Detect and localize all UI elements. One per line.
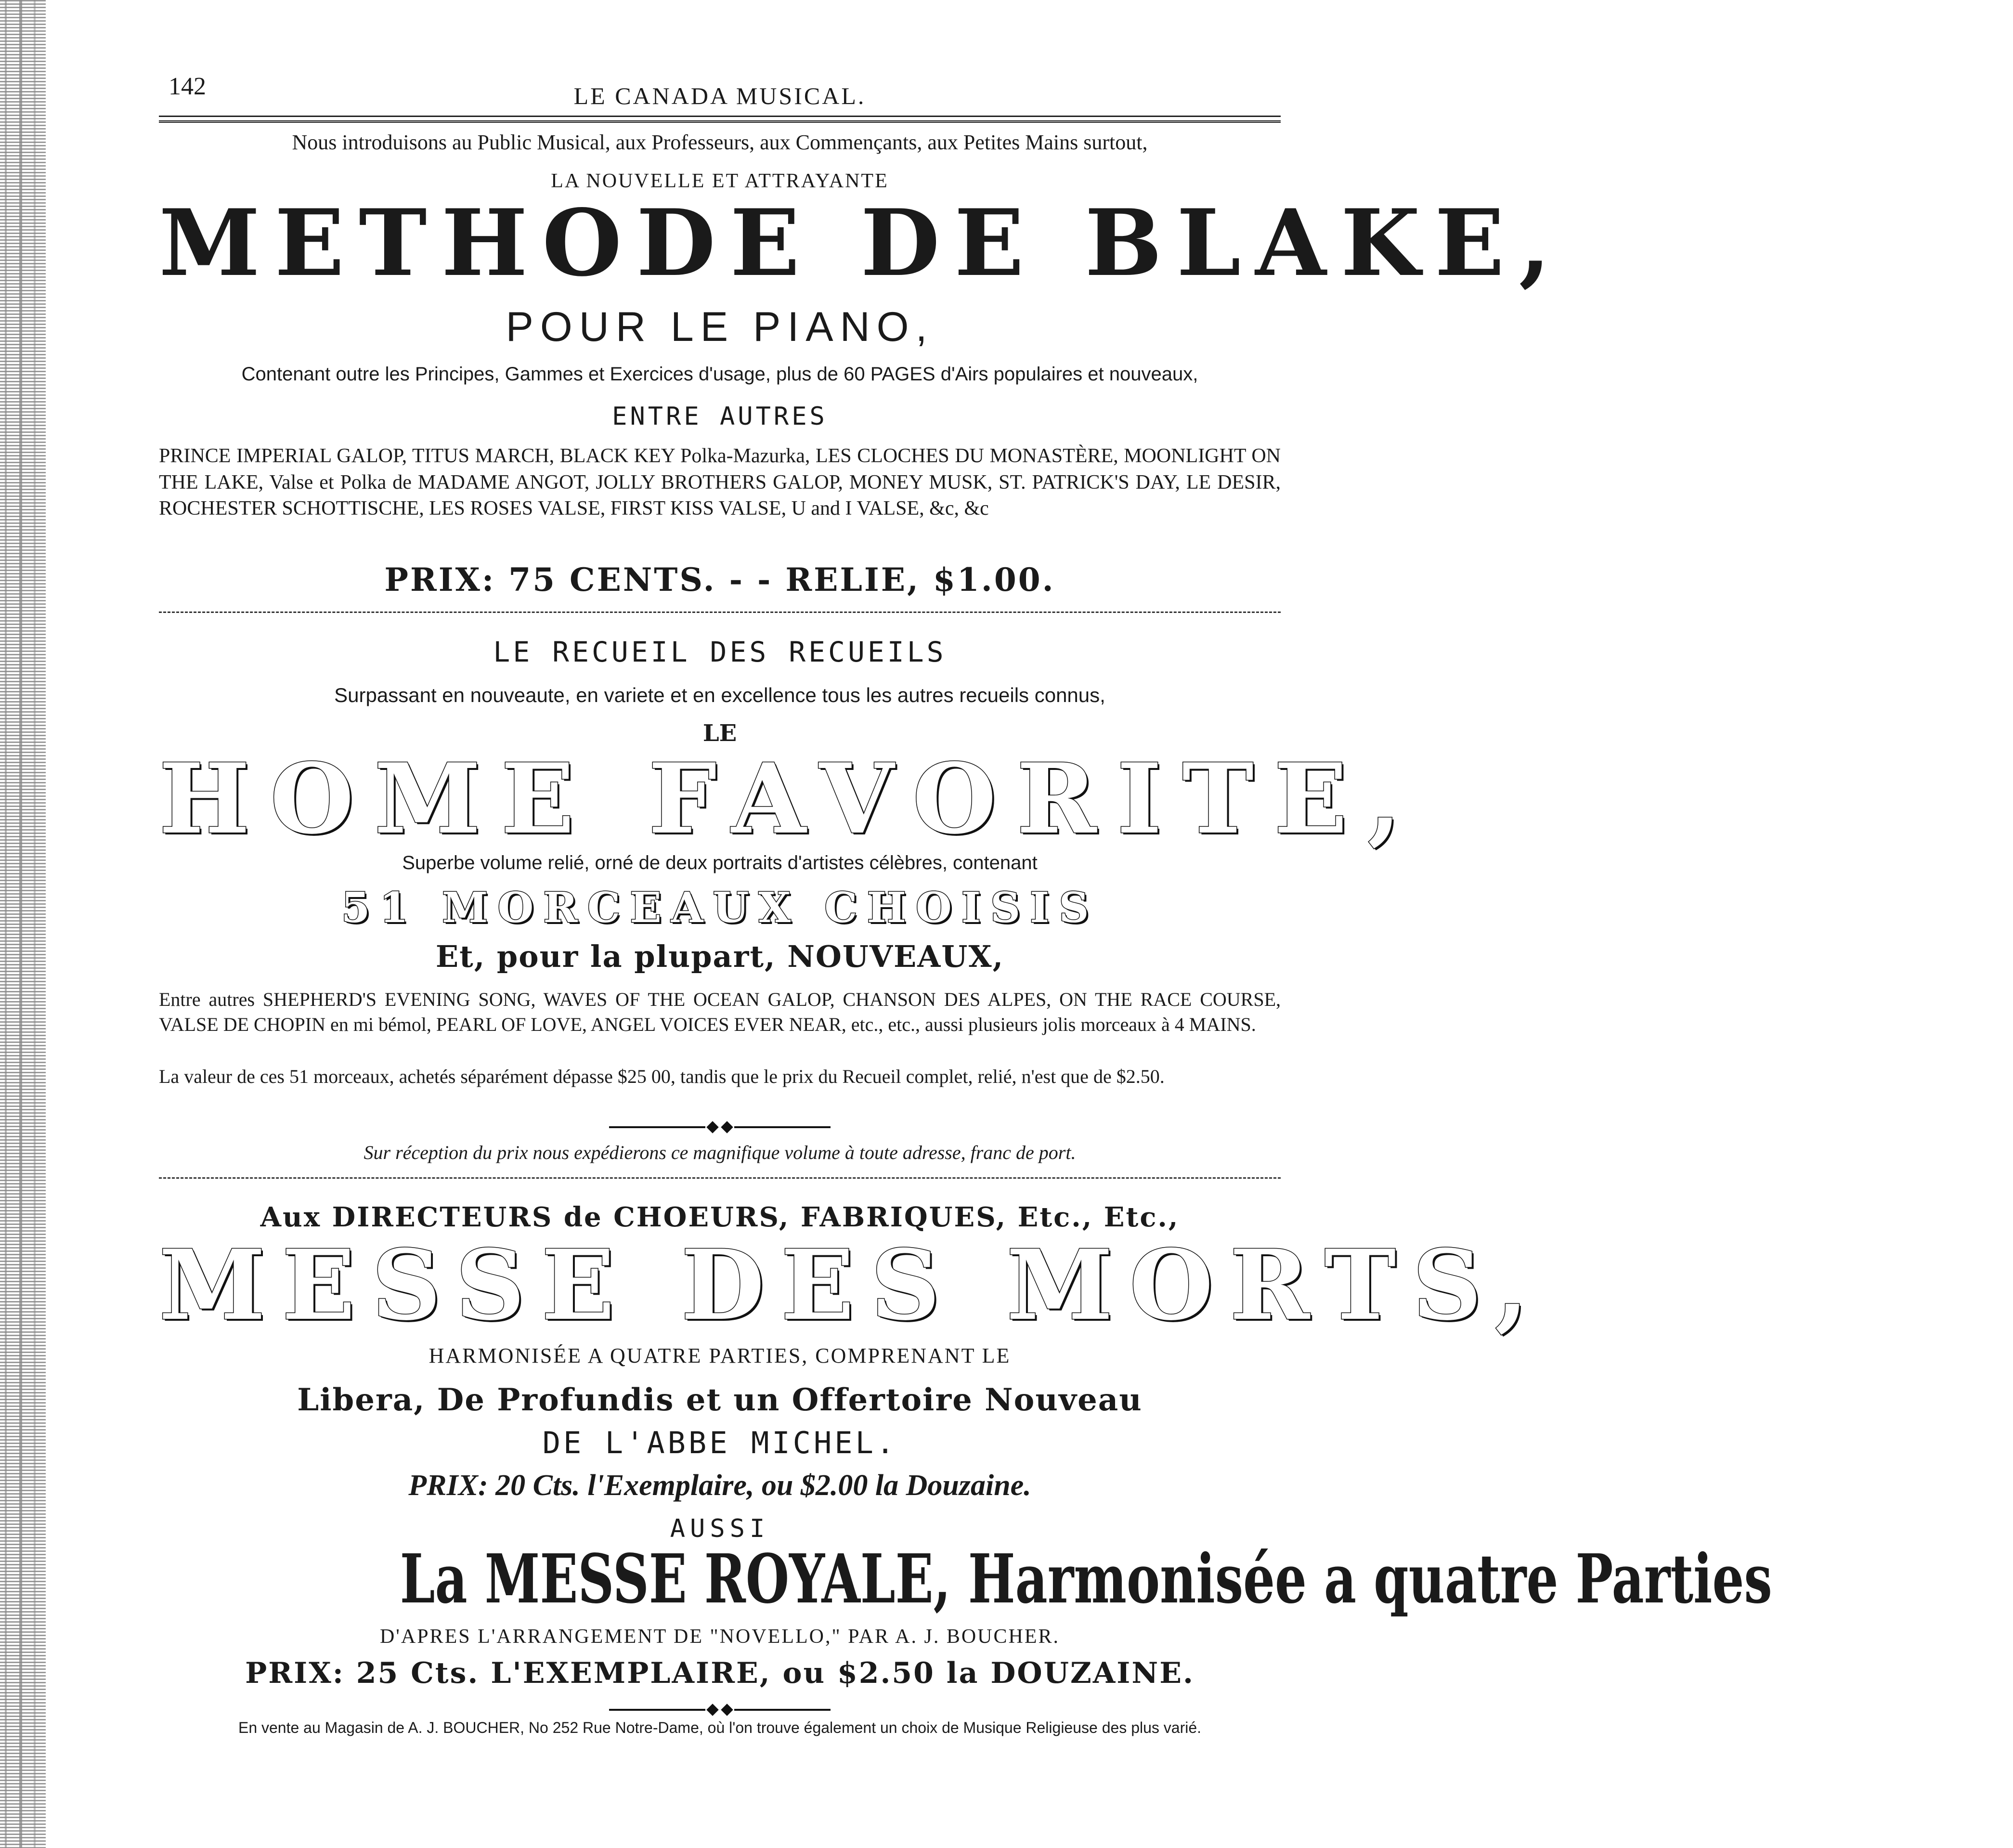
ad3-author: DE L'ABBE MICHEL. [542, 1425, 897, 1460]
ad1-price: PRIX: 75 CENTS. - - RELIE, $1.00. [384, 561, 1055, 599]
ad1-intro: Nous introduisons au Public Musical, aux Professeurs, aux Commençants, aux Petites Mains surtout, [292, 130, 1148, 154]
header-rule [159, 116, 1281, 117]
page-binding-edge [0, 0, 46, 1848]
ad1-kicker: LA NOUVELLE ET ATTRAYANTE [551, 170, 889, 192]
ad1-description: Contenant outre les Principes, Gammes et Exercices d'usage, plus de 60 PAGES d'Airs populaires et nouveaux, [241, 364, 1198, 385]
ad3-footer: En vente au Magasin de A. J. BOUCHER, No 252 Rue Notre-Dame, où l'on trouve également un choix de Musique Religieuse des plus varié. [238, 1719, 1202, 1736]
ad1-subtitle: POUR LE PIANO, [506, 304, 934, 350]
ad3-harmonized: HARMONISÉE A QUATRE PARTIES, COMPRENANT LE [429, 1344, 1011, 1367]
ad2-count-line: 51 MORCEAUX CHOISIS [341, 884, 1099, 932]
ad2-description: Superbe volume relié, orné de deux portraits d'artistes célèbres, contenant [402, 852, 1038, 873]
ornamental-divider [159, 1117, 1281, 1135]
ad1-bottom-rule [159, 612, 1281, 613]
ad2-article: LE [702, 720, 737, 747]
ad3-price: PRIX: 20 Cts. l'Exemplaire, ou $2.00 la Douzaine. [408, 1469, 1031, 1502]
ad3-title2-wrap [159, 1540, 1772, 1619]
ad3-title: MESSE DES MORTS, [159, 1229, 1545, 1342]
ad2-kicker: LE RECUEIL DES RECUEILS [493, 636, 947, 668]
running-title: LE CANADA MUSICAL. [573, 82, 866, 109]
ad1-pieces: PRINCE IMPERIAL GALOP, TITUS MARCH, BLACK KEY Polka-Mazurka, LES CLOCHES DU MONASTÈRE, MOONLIGHT ON THE LAKE, Valse et Polka de MADAME ANGOT, JOLLY BROTHERS GALOP, MONEY MUSK, ST. PATRICK'S DAY, LE DESIR, ROCHESTER SCHOTTISCHE, LES ROSES VALSE, FIRST KISS VALSE, U and I VALSE, &c, &c [159, 445, 1281, 520]
ad2-subline: Et, pour la plupart, NOUVEAUX, [435, 939, 1004, 974]
page-number: 142 [169, 73, 206, 100]
ad1-among-label: ENTRE AUTRES [612, 402, 828, 431]
ad3-price2: PRIX: 25 Cts. L'EXEMPLAIRE, ou $2.50 la DOUZAINE. [245, 1656, 1195, 1690]
ad2-shipping: Sur réception du prix nous expédierons ce magnifique volume à toute adresse, franc de port. [364, 1142, 1076, 1163]
ad2-title: HOME FAVORITE, [159, 742, 1422, 856]
ad3-also: AUSSI [670, 1514, 770, 1543]
ad3-arrangement: D'APRES L'ARRANGEMENT DE "NOVELLO," PAR A. J. BOUCHER. [379, 1626, 1060, 1648]
page-header [159, 63, 1281, 109]
ad2-bottom-rule [159, 1177, 1281, 1179]
ad3-title2: La MESSE ROYALE, Harmonisée a quatre Parties [400, 1540, 1772, 1619]
ad3-parts: Libera, De Profundis et un Offertoire Nouveau [297, 1382, 1143, 1418]
ad2-tagline: Surpassant en nouveaute, en variete et en excellence tous les autres recueils connus, [334, 684, 1105, 706]
ad2-value: La valeur de ces 51 morceaux, achetés séparément dépasse $25 00, tandis que le prix du Recueil complet, relié, n'est que de $2.50. [159, 1066, 1165, 1087]
ad3-audience: Aux DIRECTEURS de CHOEURS, FABRIQUES, Etc., Etc., [260, 1201, 1180, 1233]
ornamental-divider-2 [159, 1700, 1281, 1718]
ad2-contents: Entre autres SHEPHERD'S EVENING SONG, WAVES OF THE OCEAN GALOP, CHANSON DES ALPES, ON THE RACE COURSE, VALSE DE CHOPIN en mi bémol, PEARL OF LOVE, ANGEL VOICES EVER NEAR, etc., etc., aussi plusieurs jolis morceaux à 4 MAINS. [159, 989, 1281, 1035]
newspaper-page [159, 43, 1772, 1777]
ad1-title: METHODE DE BLAKE, [159, 189, 1565, 297]
header-double-rule [159, 120, 1281, 126]
